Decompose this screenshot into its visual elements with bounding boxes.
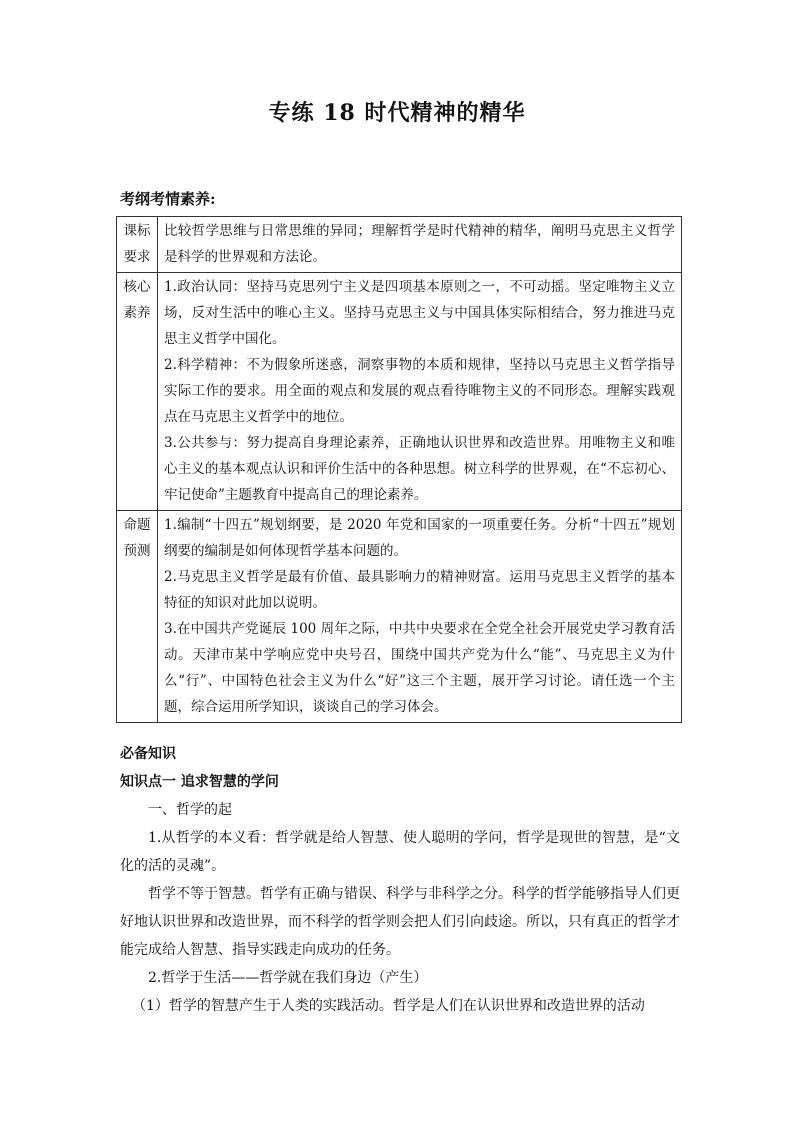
body-paragraph: （1）哲学的智慧产生于人类的实践活动。哲学是人们在认识世界和改造世界的活动	[132, 998, 645, 1014]
row-paragraph: 3.公共参与：努力提高自身理论素养，正确地认识世界和改造世界。用唯物主义和唯心主义的基本观点认识和评价生活中的各种思想。树立科学的世界观，在“不忘初心、牢记使命”主题教育中提高自己的理论素养。	[164, 435, 675, 503]
row-content	[158, 511, 682, 723]
row-paragraph: 2.马克思主义哲学是最有价值、最具影响力的精神财富。运用马克思主义哲学的基本特征的知识对此加以说明。	[164, 569, 675, 611]
row-label: 核心素养	[117, 273, 158, 511]
row-paragraph: 1.编制“十四五”规划纲要，是 2020 年党和国家的一项重要任务。分析“十四五”规划纲要的编制是如何体现哲学基本问题的。	[164, 517, 675, 559]
sub-heading: 一、哲学的起	[148, 802, 232, 818]
page-title: 专练 18 时代精神的精华	[268, 100, 526, 126]
row-paragraph: 1.政治认同：坚持马克思列宁主义是四项基本原则之一，不可动摇。坚定唯物主义立场，反对生活中的唯心主义。坚持马克思主义与中国具体实际相结合，努力推进马克思主义哲学中国化。	[164, 279, 675, 347]
row-content	[158, 217, 682, 273]
knowledge-section	[120, 740, 680, 1020]
row-paragraph: 比较哲学思维与日常思维的异同；理解哲学是时代精神的精华，阐明马克思主义哲学是科学的世界观和方法论。	[164, 223, 675, 265]
table-row	[117, 511, 682, 723]
table-row	[117, 217, 682, 273]
body-paragraph: 哲学不等于智慧。哲学有正确与错误、科学与非科学之分。科学的哲学能够指导人们更好地认识世界和改造世界，而不科学的哲学则会把人们引向歧途。所以，只有真正的哲学才能完成给人智慧、指导实践走向成功的任务。	[120, 886, 680, 958]
section-label: 考纲考情素养:	[120, 190, 216, 208]
row-label: 命题预测	[117, 511, 158, 723]
body-paragraph: 2.哲学于生活——哲学就在我们身边（产生）	[148, 970, 428, 986]
row-content	[158, 273, 682, 511]
section-heading: 必备知识	[120, 746, 176, 762]
body-paragraph: 1.从哲学的本义看：哲学就是给人智慧、使人聪明的学问，哲学是现世的智慧，是“文化的活的灵魂”。	[120, 830, 680, 874]
row-paragraph: 3.在中国共产党诞辰 100 周年之际，中共中央要求在全党全社会开展党史学习教育活动。天津市某中学响应党中央号召，围绕中国共产党为什么“能”、马克思主义为什么“行”、中国特色社会主义为什么“好”这三个主题，展开学习讨论。请任选一个主题，综合运用所学知识，谈谈自己的学习体会。	[164, 621, 675, 715]
table-row	[117, 273, 682, 511]
knowledge-point-heading: 知识点一 追求智慧的学问	[120, 774, 279, 790]
row-label: 课标要求	[117, 217, 158, 273]
syllabus-table	[116, 216, 682, 723]
row-paragraph: 2.科学精神：不为假象所迷惑，洞察事物的本质和规律，坚持以马克思主义哲学指导实际工作的要求。用全面的观点和发展的观点看待唯物主义的不同形态。理解实践观点在马克思主义哲学中的地位。	[164, 357, 675, 425]
